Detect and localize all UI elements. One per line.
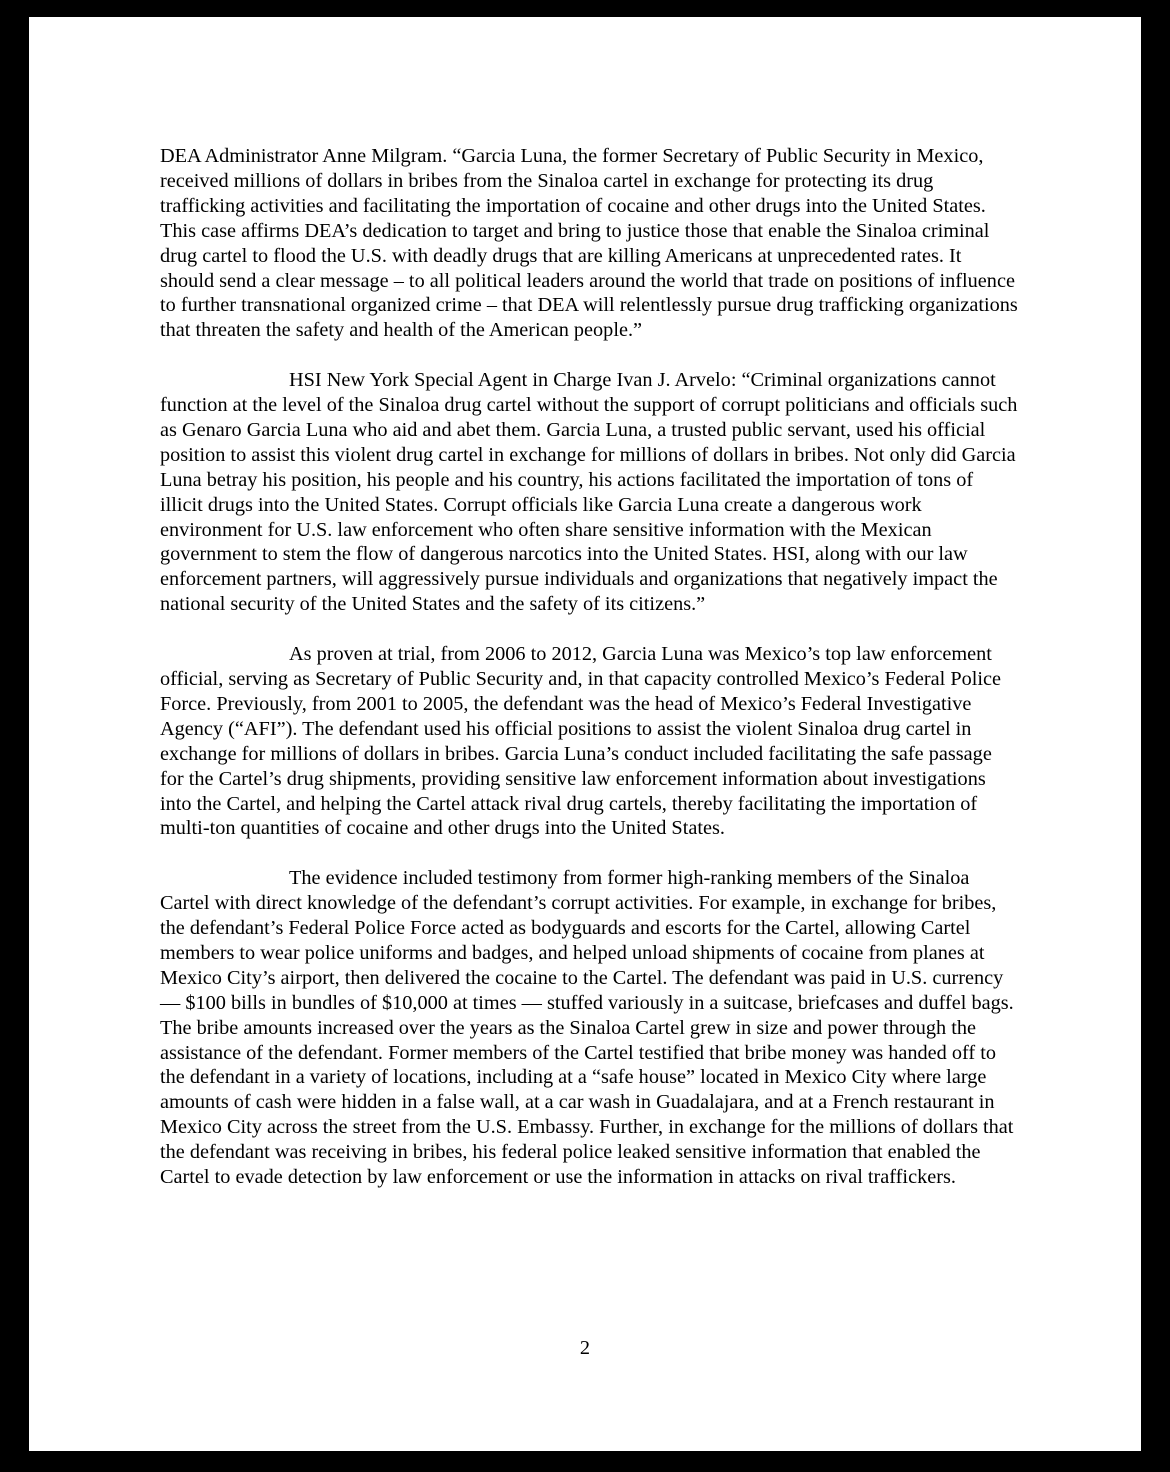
paragraph-evidence: The evidence included testimony from former high-ranking members of the Sinaloa Cartel with direct knowledge of the defendant’s corrupt activities. For example, in exchange for bribes, the defendant’s Federal Police Force acted as bodyguards and escorts for the Cartel, allowing Cartel members to wear police uniforms and badges, and helped unload shipments of cocaine from planes at Mexico City’s airport, then delivered the cocaine to the Cartel. The defendant was paid in U.S. currency — $100 bills in bundles of $10,000 at times — stuffed variously in a suitcase, briefcases and duffel bags. The bribe amounts increased over the years as the Sinaloa Cartel grew in size and power through the assistance of the defendant. Former members of the Cartel testified that bribe money was handed off to the defendant in a variety of locations, including at a “safe house” located in Mexico City where large amounts of cash were hidden in a false wall, at a car wash in Guadalajara, and at a French restaurant in Mexico City across the street from the U.S. Embassy. Further, in exchange for the millions of dollars that the defendant was receiving in bribes, his federal police leaked sensitive information that enabled the Cartel to evade detection by law enforcement or use the information in attacks on rival traffickers. <box>160 867 1014 1189</box>
paragraph-trial-summary: As proven at trial, from 2006 to 2012, Garcia Luna was Mexico’s top law enforcement official, serving as Secretary of Public Security and, in that capacity controlled Mexico’s Federal Police Force. Previously, from 2001 to 2005, the defendant was the head of Mexico’s Federal Investigative Agency (“AFI”). The defendant used his official positions to assist the violent Sinaloa drug cartel in exchange for millions of dollars in bribes. Garcia Luna’s conduct included facilitating the safe passage for the Cartel’s drug shipments, providing sensitive law enforcement information about investigations into the Cartel, and helping the Cartel attack rival drug cartels, thereby facilitating the importation of multi-ton quantities of cocaine and other drugs into the United States. <box>160 643 1002 840</box>
page-number: 2 <box>579 1337 591 1359</box>
paragraph-dea-statement: DEA Administrator Anne Milgram. “Garcia Luna, the former Secretary of Public Security in Mexico, received millions of dollars in bribes from the Sinaloa cartel in exchange for protecting its drug trafficking activities and facilitating the importation of cocaine and other drugs into the United States. This case affirms DEA’s dedication to target and bring to justice those that enable the Sinaloa criminal drug cartel to flood the U.S. with deadly drugs that are killing Americans at unprecedented rates. It should send a clear message – to all political leaders around the world that trade on positions of influence to further transnational organized crime – that DEA will relentlessly pursue drug trafficking organizations that threaten the safety and health of the American people.” <box>160 145 1018 342</box>
paragraph-hsi-statement: HSI New York Special Agent in Charge Ivan J. Arvelo: “Criminal organizations cannot function at the level of the Sinaloa drug cartel without the support of corrupt politicians and officials such as Genaro Garcia Luna who aid and abet them. Garcia Luna, a trusted public servant, used his official position to assist this violent drug cartel in exchange for millions of dollars in bribes. Not only did Garcia Luna betray his position, his people and his country, his actions facilitated the importation of tons of illicit drugs into the United States. Corrupt officials like Garcia Luna create a dangerous work environment for U.S. law enforcement who often share sensitive information with the Mexican government to stem the flow of dangerous narcotics into the United States. HSI, along with our law enforcement partners, will aggressively pursue individuals and organizations that negatively impact the national security of the United States and the safety of its citizens.” <box>160 369 1018 616</box>
document-body <box>160 144 1020 1215</box>
document-page <box>29 17 1141 1451</box>
